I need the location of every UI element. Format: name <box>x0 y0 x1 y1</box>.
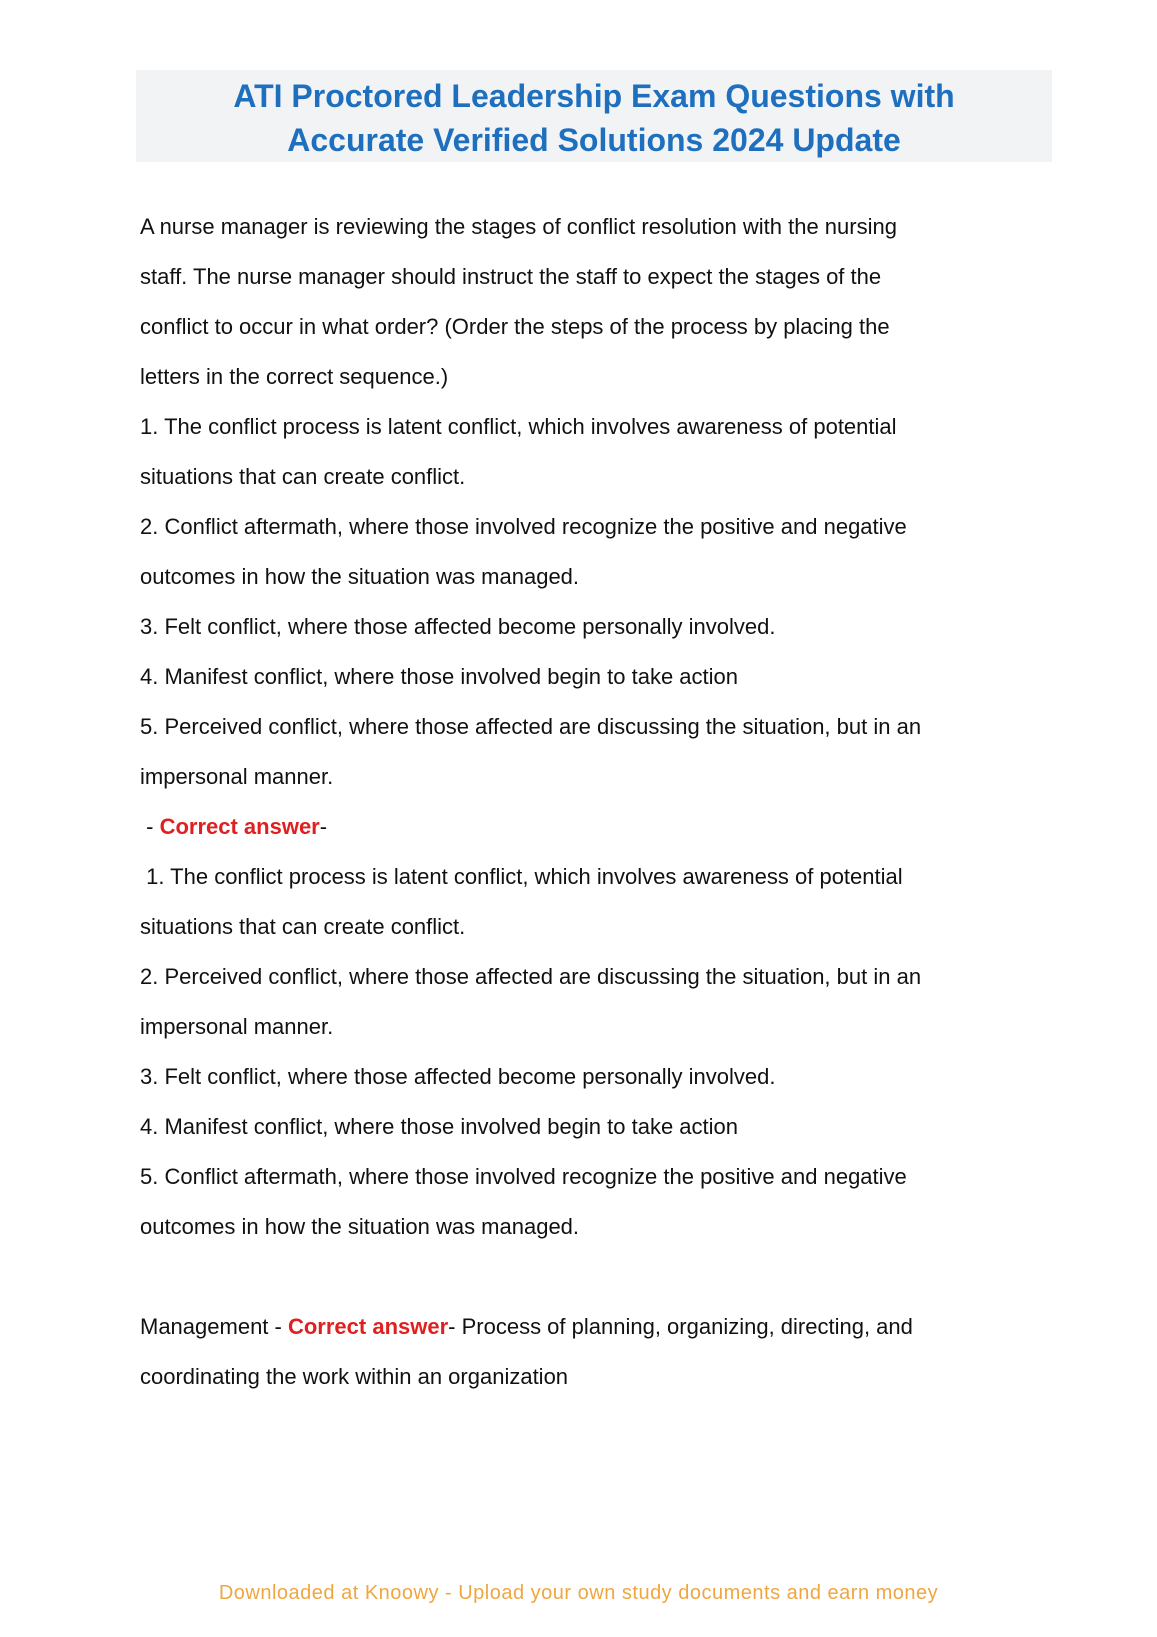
document-title-line-2: Accurate Verified Solutions 2024 Update <box>287 122 901 158</box>
download-footer: Downloaded at Knoowy - Upload your own study documents and earn money <box>218 1582 939 1604</box>
management-term: Management - <box>140 1314 288 1339</box>
management-definition: - Process of planning, organizing, directing, and <box>448 1314 913 1339</box>
question-1-option-line: situations that can create conflict. <box>140 464 466 489</box>
question-1-line: conflict to occur in what order? (Order the steps of the process by placing the <box>140 314 890 339</box>
answer-line: 5. Conflict aftermath, where those involved recognize the positive and negative <box>140 1164 907 1189</box>
answer-line: situations that can create conflict. <box>140 914 466 939</box>
question-1-line: A nurse manager is reviewing the stages of conflict resolution with the nursing <box>140 214 897 239</box>
answer-line: outcomes in how the situation was managed. <box>140 1214 580 1239</box>
question-1 <box>140 202 1040 1252</box>
question-1-option-line: impersonal manner. <box>140 764 334 789</box>
document-title-line-1: ATI Proctored Leadership Exam Questions with <box>233 78 955 114</box>
correct-answer-label: Correct answer <box>159 814 320 839</box>
question-2-line-1 <box>140 1302 1040 1352</box>
document-body <box>140 202 1040 1402</box>
question-1-option-line: 5. Perceived conflict, where those affected are discussing the situation, but in an <box>140 714 922 739</box>
answer-line: impersonal manner. <box>140 1014 334 1039</box>
question-2 <box>140 1302 1040 1402</box>
question-1-option-line: 2. Conflict aftermath, where those involved recognize the positive and negative <box>140 514 907 539</box>
question-1-answer-marker <box>140 802 1040 852</box>
document-title-banner <box>136 70 1052 162</box>
question-1-line: letters in the correct sequence.) <box>140 364 449 389</box>
question-1-option-line: 1. The conflict process is latent conflict, which involves awareness of potential <box>140 414 897 439</box>
answer-prefix: - <box>140 814 160 839</box>
paragraph-spacer <box>140 1252 1040 1302</box>
question-1-option-line: 4. Manifest conflict, where those involved begin to take action <box>140 664 739 689</box>
answer-line: 3. Felt conflict, where those affected become personally involved. <box>140 1064 776 1089</box>
correct-answer-label: Correct answer <box>287 1314 449 1339</box>
answer-suffix: - <box>319 814 328 839</box>
answer-line: 4. Manifest conflict, where those involved begin to take action <box>140 1114 739 1139</box>
answer-line: 1. The conflict process is latent conflict, which involves awareness of potential <box>140 864 903 889</box>
question-1-option-line: 3. Felt conflict, where those affected become personally involved. <box>140 614 776 639</box>
question-1-line: staff. The nurse manager should instruct the staff to expect the stages of the <box>140 264 882 289</box>
question-1-option-line: outcomes in how the situation was managed. <box>140 564 580 589</box>
answer-line: 2. Perceived conflict, where those affected are discussing the situation, but in an <box>140 964 922 989</box>
question-2-line-2: coordinating the work within an organization <box>140 1364 569 1389</box>
